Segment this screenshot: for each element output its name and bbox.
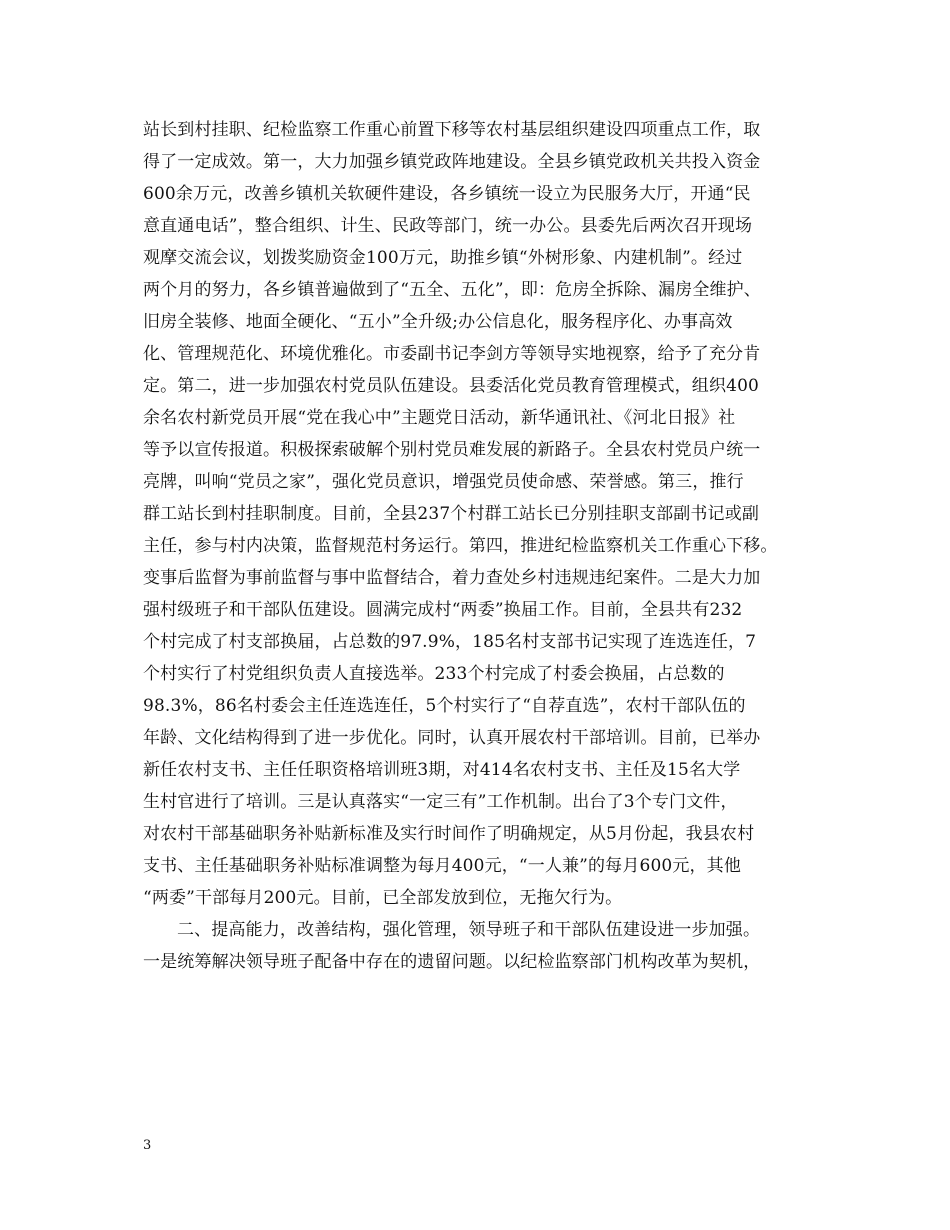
text-line: 主任，参与村内决策，监督规范村务运行。第四，推进纪检监察机关工作重心下移。 bbox=[143, 536, 778, 556]
body-text bbox=[143, 114, 815, 978]
text-line: 600余万元，改善乡镇机关软硬件建设，各乡镇统一设立为民服务大厅，开通“民 bbox=[143, 184, 751, 204]
text-line: 等予以宣传报道。积极探索破解个别村党员难发展的新路子。全县农村党员户统一 bbox=[143, 440, 761, 460]
text-line: 一是统筹解决领导班子配备中存在的遗留问题。以纪检监察部门机构改革为契机， bbox=[143, 952, 761, 972]
text-line: 得了一定成效。第一，大力加强乡镇党政阵地建设。全县乡镇党政机关共投入资金 bbox=[143, 152, 761, 172]
text-line: 强村级班子和干部队伍建设。圆满完成村“两委”换届工作。目前，全县共有232 bbox=[143, 600, 743, 620]
text-line: 两个月的努力，各乡镇普遍做到了“五全、五化”，即：危房全拆除、漏房全维护、 bbox=[143, 280, 761, 300]
text-line: 亮牌，叫响“党员之家”，强化党员意识，增强党员使命感、荣誉感。第三，推行 bbox=[143, 472, 744, 492]
text-line: “两委”干部每月200元。目前，已全部发放到位，无拖欠行为。 bbox=[143, 888, 623, 908]
text-line: 群工站长到村挂职制度。目前，全县237个村群工站长已分别挂职支部副书记或副 bbox=[143, 504, 759, 524]
text-line: 个村实行了村党组织负责人直接选举。233个村完成了村委会换届，占总数的 bbox=[143, 664, 725, 684]
text-line: 新任农村支书、主任任职资格培训班3期，对414名农村支书、主任及15名大学 bbox=[143, 760, 741, 780]
text-line: 意直通电话”，整合组织、计生、民政等部门，统一办公。县委先后两次召开现场 bbox=[143, 216, 753, 236]
text-line: 个村完成了村支部换届，占总数的97.9%，185名村支部书记实现了连选连任，7 bbox=[143, 632, 757, 652]
text-line: 余名农村新党员开展“党在我心中”主题党日活动，新华通讯社、《河北日报》社 bbox=[143, 408, 736, 428]
text-line: 变事后监督为事前监督与事中监督结合，着力查处乡村违规违纪案件。二是大力加 bbox=[143, 568, 761, 588]
text-line: 支书、主任基础职务补贴标准调整为每月400元，“一人兼”的每月600元，其他 bbox=[143, 856, 741, 876]
text-line: 年龄、文化结构得到了进一步优化。同时，认真开展农村干部培训。目前，已举办 bbox=[143, 728, 761, 748]
text-line: 旧房全装修、地面全硬化、“五小”全升级;办公信息化，服务程序化、办事高效 bbox=[143, 312, 733, 332]
page-number: 3 bbox=[143, 1138, 152, 1153]
text-line: 站长到村挂职、纪检监察工作重心前置下移等农村基层组织建设四项重点工作，取 bbox=[143, 120, 761, 140]
text-line: 生村官进行了培训。三是认真落实“一定三有”工作机制。出台了3个专门文件， bbox=[143, 792, 738, 812]
text-line: 化、管理规范化、环境优雅化。市委副书记李剑方等领导实地视察，给予了充分肯 bbox=[143, 344, 761, 364]
text-line: 对农村干部基础职务补贴新标准及实行时间作了明确规定，从5月份起，我县农村 bbox=[143, 824, 755, 844]
text-line: 定。第二，进一步加强农村党员队伍建设。县委活化党员教育管理模式，组织400 bbox=[143, 376, 759, 396]
text-line: 98.3%，86名村委会主任连选连任，5个村实行了“自荐直选”，农村干部队伍的 bbox=[143, 696, 746, 716]
text-line: 二、提高能力，改善结构，强化管理，领导班子和干部队伍建设进一步加强。 bbox=[177, 920, 761, 940]
text-line: 观摩交流会议，划拨奖励资金100万元，助推乡镇“外树形象、内建机制”。经过 bbox=[143, 248, 743, 268]
